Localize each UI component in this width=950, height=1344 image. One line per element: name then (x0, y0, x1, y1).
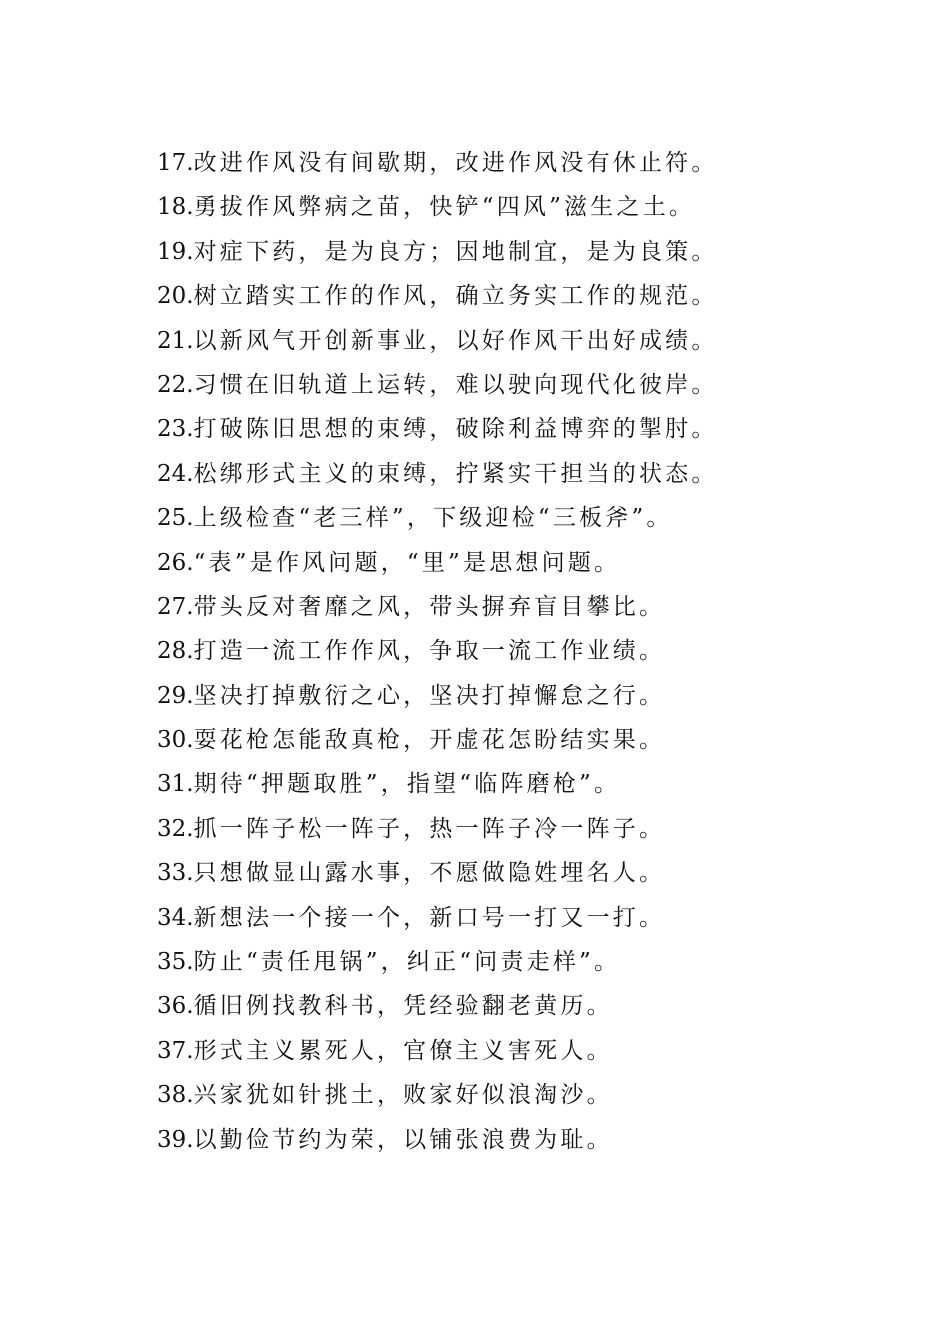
list-item (157, 541, 877, 585)
list-item (157, 230, 877, 274)
list-item (157, 363, 877, 407)
item-text: 打造一流工作作风，争取一流工作业绩。 (193, 638, 666, 665)
item-number: 32. (157, 815, 194, 842)
item-number: 38. (157, 1082, 194, 1109)
item-number: 22. (157, 371, 194, 398)
item-text: 形式主义累死人，官僚主义害死人。 (193, 1037, 613, 1064)
list-item (157, 851, 877, 895)
list-item (157, 1073, 877, 1117)
list-item (157, 807, 877, 851)
item-number: 33. (157, 860, 194, 887)
item-number: 21. (157, 327, 194, 354)
numbered-list (157, 141, 877, 1162)
list-item (157, 141, 877, 185)
item-number: 39. (157, 1126, 194, 1153)
item-number: 17. (157, 150, 194, 176)
list-item (157, 674, 877, 718)
list-item (157, 1029, 877, 1073)
item-text: 耍花枪怎能敌真枪，开虚花怎盼结实果。 (193, 727, 666, 754)
item-text: 打破陈旧思想的束缚，破除利益博弈的掣肘。 (193, 416, 718, 443)
item-text: 只想做显山露水事，不愿做隐姓埋名人。 (193, 860, 666, 887)
list-item (157, 1118, 877, 1162)
item-text: 习惯在旧轨道上运转，难以驶向现代化彼岸。 (193, 371, 718, 398)
item-number: 28. (157, 638, 194, 665)
item-text: 坚决打掉敷衍之心，坚决打掉懈怠之行。 (193, 682, 666, 709)
item-number: 24. (157, 460, 194, 487)
item-text: 循旧例找教科书，凭经验翻老黄历。 (193, 993, 613, 1020)
list-item (157, 274, 877, 318)
item-number: 20. (157, 283, 194, 310)
item-text: 新想法一个接一个，新口号一打又一打。 (193, 904, 666, 931)
item-number: 35. (157, 949, 194, 976)
item-number: 26. (157, 549, 194, 576)
item-text: 期待“押题取胜”，指望“临阵磨枪”。 (193, 771, 621, 798)
item-number: 36. (157, 993, 194, 1020)
item-text: “表”是作风问题，“里”是思想问题。 (193, 549, 621, 576)
list-item (157, 496, 877, 540)
item-text: 兴家犹如针挑土，败家好似浪淘沙。 (193, 1082, 613, 1109)
item-text: 以勤俭节约为荣，以铺张浪费为耻。 (193, 1126, 613, 1153)
item-number: 25. (157, 505, 194, 532)
item-number: 37. (157, 1037, 194, 1064)
list-item (157, 984, 877, 1028)
item-text: 改进作风没有间歇期，改进作风没有休止符。 (193, 150, 718, 176)
list-item (157, 319, 877, 363)
list-item (157, 762, 877, 806)
item-text: 松绑形式主义的束缚，拧紧实干担当的状态。 (193, 460, 718, 487)
list-item (157, 940, 877, 984)
list-item (157, 407, 877, 451)
item-number: 34. (157, 904, 194, 931)
item-number: 31. (157, 771, 194, 798)
item-number: 27. (157, 593, 194, 620)
item-number: 18. (157, 194, 194, 221)
list-item (157, 629, 877, 673)
item-text: 以新风气开创新事业，以好作风干出好成绩。 (193, 327, 718, 354)
item-text: 树立踏实工作的作风，确立务实工作的规范。 (193, 283, 718, 310)
list-item (157, 585, 877, 629)
item-text: 勇拔作风弊病之苗，快铲“四风”滋生之土。 (193, 194, 696, 221)
item-number: 29. (157, 682, 194, 709)
item-number: 19. (157, 238, 194, 265)
item-text: 防止“责任甩锅”，纠正“问责走样”。 (193, 949, 621, 976)
list-item (157, 718, 877, 762)
item-text: 对症下药，是为良方；因地制宜，是为良策。 (193, 238, 718, 265)
item-number: 30. (157, 727, 194, 754)
item-text: 上级检查“老三样”，下级迎检“三板斧”。 (193, 505, 673, 532)
item-text: 带头反对奢靡之风，带头摒弃盲目攀比。 (193, 593, 666, 620)
list-item (157, 896, 877, 940)
item-text: 抓一阵子松一阵子，热一阵子冷一阵子。 (193, 815, 666, 842)
list-item (157, 185, 877, 229)
item-number: 23. (157, 416, 194, 443)
list-item (157, 452, 877, 496)
